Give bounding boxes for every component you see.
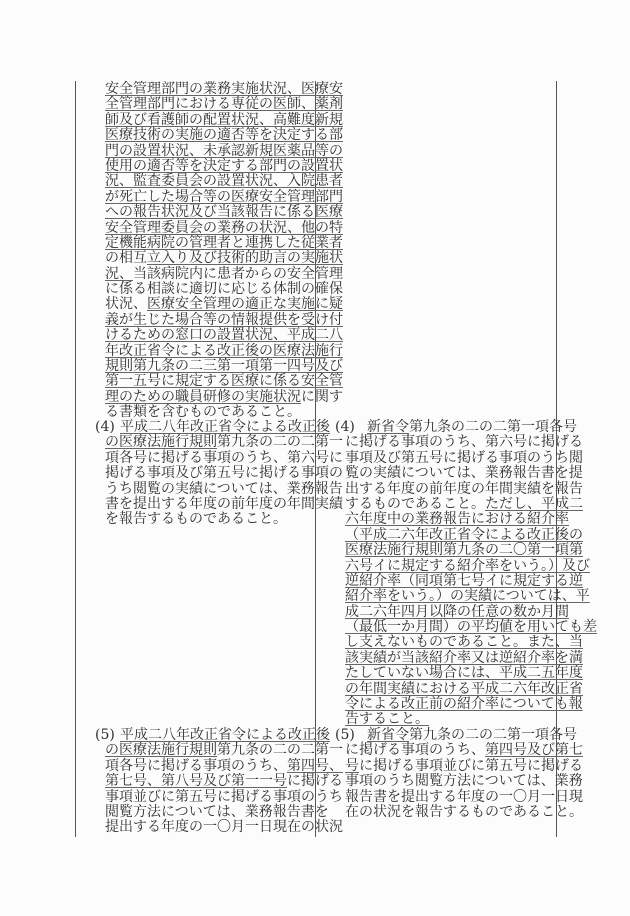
right-item-5 <box>335 727 583 820</box>
amended-text-underlined: 第四号、 <box>287 757 343 774</box>
text-line <box>345 449 583 466</box>
amended-text-underlined: 平成二八年改正省令による改正後 <box>120 727 330 743</box>
amended-text-underlined: 定機能病院の管理者と連携した従業者 <box>105 234 343 251</box>
text-segment: 項各号に掲げる事項のうち、 <box>105 757 287 774</box>
text-segment: 事項及び第五号に掲げる事項のうち閲 <box>345 449 583 466</box>
text-line <box>105 296 343 313</box>
amended-text-underlined: 第七号、第八号及び第一一号 <box>105 773 287 790</box>
amended-text-underlined: （最低一か月間）の平均値を用いても差 <box>345 619 597 636</box>
text-segment: の相互 <box>105 250 147 267</box>
text-line <box>105 311 343 328</box>
text-line <box>345 434 583 451</box>
text-line <box>105 173 343 190</box>
text-line <box>105 219 343 236</box>
amended-text-underlined: 況、 <box>105 265 133 282</box>
text-segment: 掲げる事項及び第五号に掲げる事項の <box>105 465 343 482</box>
amended-text-underlined: への報告状況及び当該報告に係る医療 <box>105 204 343 221</box>
text-segment: に掲げる <box>287 773 343 790</box>
amended-text-underlined: 第一五号に規定する医療に係る安全管 <box>105 373 343 390</box>
text-segment: 覧の実績については、業務報告書を提 <box>345 465 583 482</box>
amended-text-underlined: 理のための職員研修の実施状況 <box>105 388 301 405</box>
text-line <box>105 265 343 282</box>
text-line <box>345 465 583 482</box>
amended-text-underlined: し支えないものであること。また、当 <box>345 634 583 651</box>
text-line <box>105 204 343 221</box>
text-segment: に掲げる事項のうち、第六号に掲げる <box>345 434 583 451</box>
text-line <box>345 603 569 620</box>
text-segment: に掲げる事項のうち、 <box>345 742 485 759</box>
amended-text-underlined: 第四号及び第七 <box>485 742 583 759</box>
text-line <box>105 449 343 466</box>
amended-text-underlined: 号 <box>345 757 359 774</box>
amended-text-underlined: の年間実績における平成二六年改正省 <box>345 680 583 697</box>
text-segment: 状況、 <box>105 296 147 313</box>
amended-text-underlined: 医療法施行規則第九条の二〇第一項第 <box>345 542 583 559</box>
text-line <box>105 465 343 482</box>
text-line <box>345 665 583 682</box>
text-segment: 報告書を提出する年度の一〇月一日現 <box>345 788 583 805</box>
amended-text-underlined: 全管理部門における専従の医師、薬剤 <box>105 96 343 113</box>
item-number-label: (5) <box>335 727 355 743</box>
text-line <box>105 373 343 390</box>
text-line <box>105 757 343 774</box>
amended-text-underlined: 告すること。 <box>345 711 429 728</box>
text-segment: 在の状況を報告するものであること。 <box>345 803 583 820</box>
text-line <box>345 680 583 697</box>
text-line <box>345 480 583 497</box>
text-line <box>105 388 343 405</box>
amended-text-underlined: 成二六年四月以降の任意の数か月間 <box>345 603 569 620</box>
text-line <box>345 803 583 820</box>
amended-text-underlined: 安全管理部門の業務実施状況、医療安 <box>105 81 343 97</box>
text-segment: 項各号に掲げる事項のうち、第六号に <box>105 449 343 466</box>
amended-text-underlined: 年改正省令による改正後の医療法施行 <box>105 342 343 359</box>
text-line <box>345 649 583 666</box>
text-segment: 第九条の二の二第一項各号 <box>409 727 577 743</box>
amended-text-underlined: 新省令 <box>367 727 409 743</box>
text-segment: うち閲覧の実績については、業務報告 <box>105 480 343 497</box>
text-line <box>345 757 583 774</box>
amended-text-underlined: 使用の適否等を決定する部門の設置状 <box>105 157 343 174</box>
text-line <box>105 327 343 344</box>
amended-text-underlined: 立入り及び技術的助言の実施状 <box>147 250 343 267</box>
amended-text-underlined: が死亡した場合等の医療安全管理部門 <box>105 188 343 205</box>
text-line <box>345 742 583 759</box>
amended-text-underlined: 令による改正前の紹介率についても報 <box>345 696 583 713</box>
text-segment: に係る相談に適切に応じる体制の確保 <box>105 281 343 298</box>
text-line <box>105 127 343 144</box>
amended-text-underlined: 六年度中の業務報告における紹介率 <box>345 511 569 528</box>
amended-text-underlined: の医療法施行規則 <box>105 434 217 451</box>
left-item-5 <box>95 727 343 836</box>
amended-text-underlined: 六号イに規定する紹介率をいう。）及び <box>345 557 590 574</box>
amended-text-underlined: 師及び看護師の配置状況、高難度新規 <box>105 111 343 128</box>
amended-text-underlined: たしていない場合には、平成二五年度 <box>345 665 583 682</box>
text-line <box>105 111 343 128</box>
text-line <box>105 512 311 527</box>
amended-text-underlined: 門の設置状況、未承認新規医薬品等の <box>105 142 343 159</box>
text-line <box>345 511 569 528</box>
amended-text-underlined: 平成二八年改正省令による改正後 <box>120 419 330 435</box>
amended-text-underlined: 紹介率をいう。）の実績については、平 <box>345 588 590 605</box>
item-number-label: (4) <box>335 419 355 435</box>
amended-text-underlined: 医療技術の実施の適否等を決定する部 <box>105 127 343 144</box>
amended-text-underlined: 安全管理委員会の業務の状況、他の特 <box>105 219 343 236</box>
left-item-4 <box>95 419 343 528</box>
text-line <box>105 742 343 759</box>
text-segment: 事項のうち閲覧方法については、業務 <box>345 773 583 790</box>
text-segment: に関す <box>301 388 343 405</box>
text-line <box>105 234 343 251</box>
text-segment: に掲げる事項並びに第五号に掲げる <box>359 757 583 774</box>
text-line <box>105 142 343 159</box>
item-number-label: (5) <box>95 727 115 743</box>
amended-text-underlined: 義が生じた場合等の情報提供を受け付 <box>105 311 343 328</box>
amended-text-underlined: （平成二六年改正省令による改正後の <box>345 526 583 543</box>
text-line <box>105 480 343 497</box>
text-segment: 提出する年度の一〇月一日現在の状況 <box>105 819 343 836</box>
text-line <box>345 526 583 543</box>
text-line <box>105 188 343 205</box>
amended-text-underlined: 該実績が当該紹介率又は逆紹介率を満 <box>345 649 583 666</box>
text-segment: 当該病院内に患者からの安全管理 <box>133 265 343 282</box>
text-line <box>105 819 343 836</box>
right-item-4 <box>335 419 597 728</box>
text-line <box>345 773 583 790</box>
text-segment: 出する年度の前年度の年間実績を報告 <box>345 480 583 497</box>
text-line <box>105 250 343 267</box>
amended-text-underlined: 新省令 <box>367 419 409 435</box>
amended-text-underlined: ただし、平成二 <box>485 495 583 512</box>
text-line <box>345 542 583 559</box>
text-line <box>105 342 343 359</box>
text-segment: 第九条の二の二第一 <box>217 742 343 759</box>
text-line <box>105 434 343 451</box>
text-line <box>345 788 583 805</box>
text-line <box>345 572 583 589</box>
text-segment: するものであること。 <box>345 495 485 512</box>
item-number-label: (4) <box>95 419 115 435</box>
text-line <box>105 788 343 805</box>
amended-text-underlined: 逆紹介率（同項第七号イに規定する逆 <box>345 572 583 589</box>
text-segment: 第九条の二の二第一項各号 <box>409 419 577 435</box>
text-line <box>345 588 590 605</box>
amended-text-underlined: 規則第九条の二三第一項第一四号及び <box>105 358 343 375</box>
amended-text-underlined: 医療安全管理の適正な実施に疑 <box>147 296 343 313</box>
text-segment: 事項並びに第五号に掲げる事項のうち <box>105 788 343 805</box>
text-segment: る書類を含むものであること。 <box>105 404 301 421</box>
text-line <box>105 96 343 113</box>
amended-text-underlined: 況、監査委員会の設置状況、入院患者 <box>105 173 343 190</box>
text-line <box>345 712 550 727</box>
text-segment: 閲覧方法については、業務報告書を <box>105 803 329 820</box>
text-line <box>345 634 583 651</box>
table-border-left <box>75 81 76 837</box>
text-line <box>345 557 590 574</box>
text-segment: 書を提出する年度の前年度の年間実績 <box>105 495 343 512</box>
text-segment: を報告するものであること。 <box>105 511 287 528</box>
amended-text-underlined: の医療法施行規則 <box>105 742 217 759</box>
text-line <box>105 773 343 790</box>
amended-text-underlined: けるための窓口の設置状況、平成二八 <box>105 327 343 344</box>
left-continuation-paragraph <box>105 81 343 421</box>
text-segment: 第九条の二の二第一 <box>217 434 343 451</box>
